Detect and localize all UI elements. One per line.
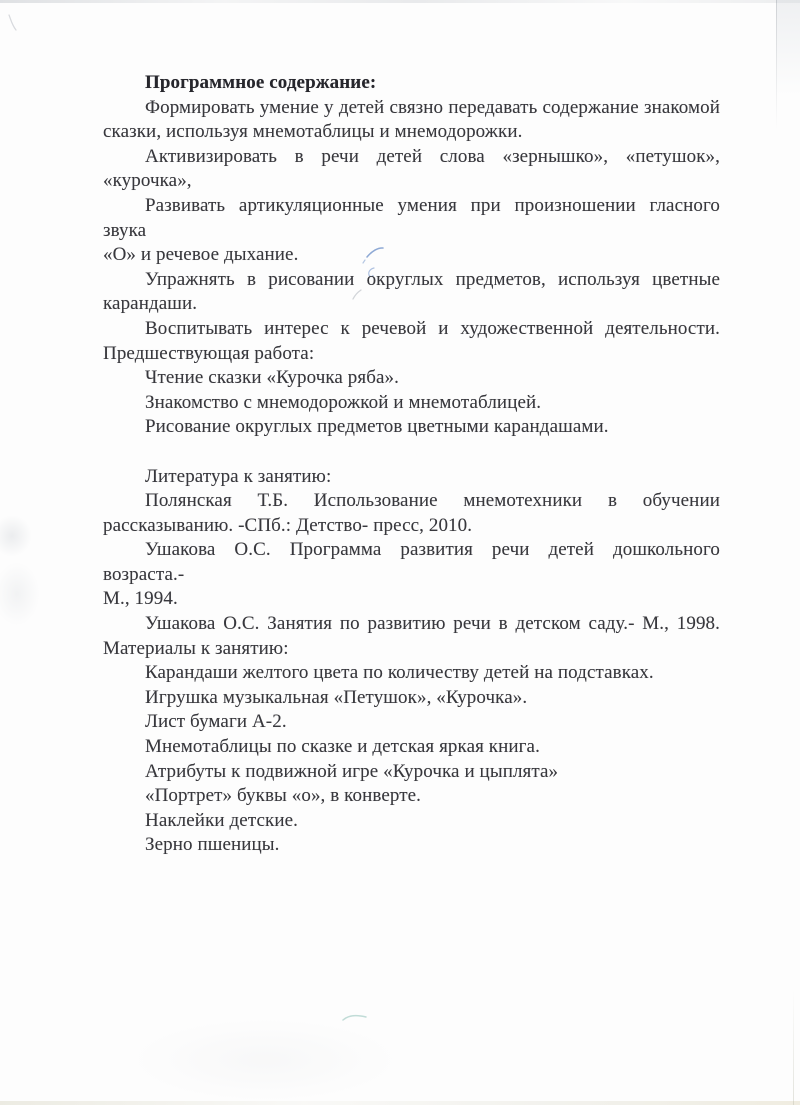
gray-pencil-mark-icon <box>4 12 24 36</box>
text-line: Чтение сказки «Курочка ряба». <box>145 367 399 389</box>
text-line: Мнемотаблицы по сказке и детская яркая книга. <box>145 736 540 758</box>
scan-corner-shadow <box>777 0 800 95</box>
text-line: Ушакова О.С. Программа развития речи детей дошкольного возраста.- <box>103 539 720 585</box>
text-line: Литература к занятию: <box>145 465 332 487</box>
text-line: Лист бумаги А-2. <box>145 711 287 733</box>
text-line: Наклейки детские. <box>145 809 298 831</box>
scan-top-edge <box>0 0 800 3</box>
text-line: Развивать артикуляционные умения при произношении гласного звука <box>103 194 720 241</box>
text-line: «Портрет» буквы «о», в конверте. <box>145 785 422 807</box>
text-line: М., 1994. <box>103 588 178 610</box>
text-line: Воспитывать интерес к речевой и художественной деятельности. <box>145 317 720 339</box>
text-line: Полянская Т.Б. Использование мнемотехники в обучении <box>145 490 720 512</box>
text-line: Рисование округлых предметов цветными карандашами. <box>145 416 609 438</box>
text-line: Атрибуты к подвижной игре «Курочка и цыплята» <box>145 760 559 782</box>
text-line: сказки, используя мнемотаблицы и мнемодорожки. <box>103 121 523 143</box>
text-line: Упражнять в рисовании округлых предметов, используя цветные <box>145 268 720 290</box>
text-line: Активизировать в речи детей слова «зернышко», «петушок», «курочка», <box>103 145 720 192</box>
blank-line <box>103 440 720 465</box>
teal-ink-dash-icon <box>340 1010 372 1026</box>
scan-smudge <box>0 515 32 557</box>
text-line: Карандаши желтого цвета по количеству детей на подставках. <box>145 662 654 684</box>
document-body <box>103 71 720 858</box>
text-line: Ушакова О.С. Занятия по развитию речи в детском саду.- М., 1998. <box>145 613 720 635</box>
scan-bottom-right-line <box>793 990 794 1105</box>
text-line: карандаши. <box>103 293 198 315</box>
document-title: Программное содержание: <box>145 72 377 93</box>
text-line: «О» и речевое дыхание. <box>103 244 299 266</box>
text-line: Предшествующая работа: <box>103 342 315 364</box>
scan-bottom-edge <box>0 1101 800 1105</box>
scan-smudge <box>130 1018 400 1102</box>
text-line: Материалы к занятию: <box>103 637 289 659</box>
text-line: Игрушка музыкальная «Петушок», «Курочка». <box>145 686 528 708</box>
text-line: Зерно пшеницы. <box>145 834 280 856</box>
scan-smudge <box>0 562 40 626</box>
text-line: Формировать умение у детей связно передавать содержание знакомой <box>145 96 720 118</box>
text-line: Знакомство с мнемодорожкой и мнемотаблицей. <box>145 391 542 413</box>
text-line: рассказыванию. -СПб.: Детство- пресс, 2010. <box>103 514 473 536</box>
